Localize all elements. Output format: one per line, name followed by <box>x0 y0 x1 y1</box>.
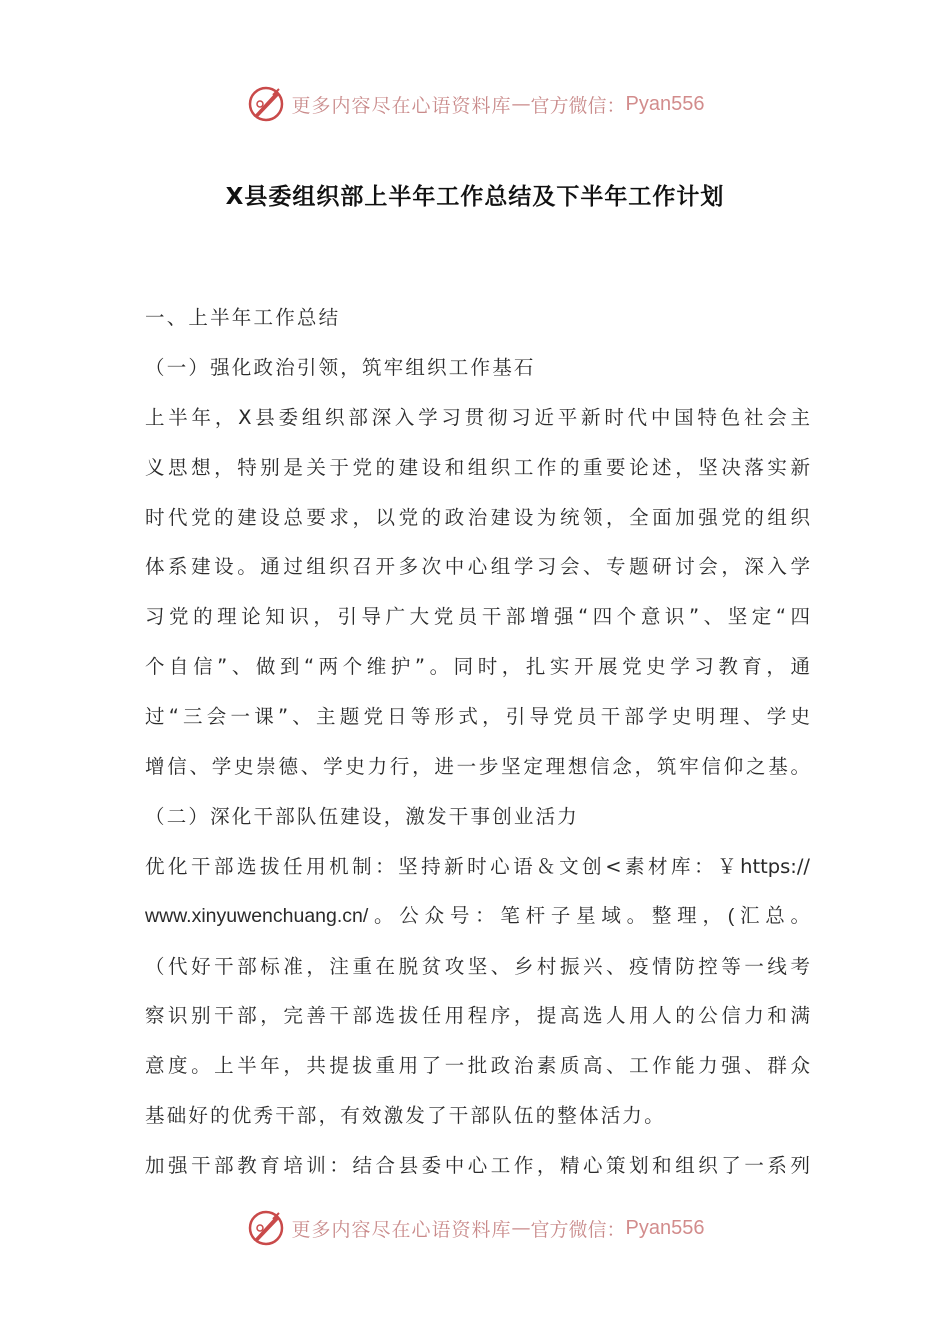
body-line: 义思想，特别是关于党的建设和组织工作的重要论述，坚决落实新 <box>145 455 810 479</box>
header-banner <box>0 82 950 126</box>
body-line: （代好干部标准，注重在脱贫攻坚、乡村振兴、疫情防控等一线考 <box>145 954 810 978</box>
banner-text: 更多内容尽在心语资料库 <box>291 94 512 117</box>
body-line: 上半年，X县委组织部深入学习贯彻习近平新时代中国特色社会主 <box>145 405 810 429</box>
section-heading: 一、上半年工作总结 <box>145 306 341 329</box>
banner-text: 更多内容尽在心语资料库 <box>291 1218 512 1241</box>
document-title: X县委组织部上半年工作总结及下半年工作计划 <box>225 184 725 210</box>
footer-banner <box>0 1206 950 1250</box>
body-line: 体系建设。通过组织召开多次中心组学习会、专题研讨会，深入学 <box>145 555 810 579</box>
body-line: 加强干部教育培训：结合县委中心工作，精心策划和组织了一系列 <box>145 1154 810 1178</box>
banner-wechat-id: Pyan556 <box>625 1216 705 1239</box>
quill-logo-icon <box>246 1208 286 1248</box>
banner-separator: — <box>511 1217 531 1239</box>
body-line: 增信、学史崇德、学史力行，进一步坚定理想信念，筑牢信仰之基。 <box>145 755 810 779</box>
quill-logo-icon <box>246 84 286 124</box>
subsection-heading: （二）深化干部队伍建设，激发干事创业活力 <box>145 804 580 828</box>
document-body <box>145 293 810 1191</box>
body-line-url: www.xinyuwenchuang.cn/。公众号：笔杆子星域。整理，(汇总。 <box>145 904 810 927</box>
body-line: 优化干部选拔任用机制：坚持新时心语＆文创<素材库：￥https:// <box>145 854 810 878</box>
body-line: 过“三会一课”、主题党日等形式，引导党员干部学史明理、学史 <box>145 705 810 729</box>
body-line: 时代党的建设总要求，以党的政治建设为统领，全面加强党的组织 <box>145 505 810 529</box>
banner-wechat-label: 官方微信： <box>530 94 626 117</box>
banner-separator: — <box>511 93 531 115</box>
body-line: 习党的理论知识，引导广大党员干部增强“四个意识”、坚定“四 <box>145 605 810 629</box>
body-line: 察识别干部，完善干部选拔任用程序，提高选人用人的公信力和满 <box>145 1004 810 1028</box>
body-line: 基础好的优秀干部，有效激发了干部队伍的整体活力。 <box>145 1104 666 1128</box>
subsection-heading: （一）强化政治引领，筑牢组织工作基石 <box>145 355 536 379</box>
body-line: 意度。上半年，共提拔重用了一批政治素质高、工作能力强、群众 <box>145 1054 810 1078</box>
body-line: 个自信”、做到“两个维护”。同时，扎实开展党史学习教育，通 <box>145 655 810 679</box>
banner-wechat-label: 官方微信： <box>530 1218 626 1241</box>
banner-wechat-id: Pyan556 <box>625 92 705 115</box>
